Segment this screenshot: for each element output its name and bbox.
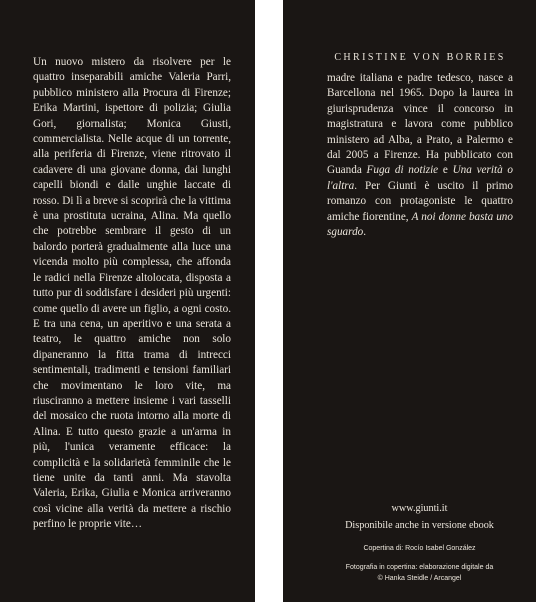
- author-bio: [327, 71, 513, 240]
- credits-spacer: [303, 554, 536, 562]
- book-title-fuga-di-notizie: Fuga di notizie: [366, 164, 439, 177]
- bio-text-3: . Per Giunti è uscito il primo romanzo con protagoniste le quattro amiche fiorentine,: [327, 179, 513, 223]
- synopsis-text: Un nuovo mistero da risolvere per le quattro inseparabili amiche Valeria Parri, pubblico ministero alla Procura di Firenze; Erika Martini, ispettore di polizia; Giulia Gori, giornalista; Monica Giusti, commercialista. Nelle acque di un torrente, alla periferia di Firenze, viene ritrovato il cadavere di una giovane donna, dai lunghi capelli biondi e dalle unghie laccate di rosso. Di lì a breve si scoprirà che la vittima è una prostituta ucraina, Alina. Ma quello che potrebbe sembrare il gesto di un balordo porterà gradualmente alla luce una vicenda molto più complessa, che affonda le radici nella Firenze altolocata, disposta a tutto pur di soddisfare i desideri più urgenti: come quello di avere un figlio, a ogni costo. E tra una cena, un aperitivo e una serata a teatro, le quattro amiche non solo dipaneranno la fitta trama di intrecci sentimentali, tradimenti e tensioni familiari che movimentano le loro vite, ma riusciranno a mettere insieme i vari tasselli del mosaico che ruota intorno alla morte di Alina. E tutto questo grazie a un'arma in più, l'unica veramente efficace: la complicità e la solidarietà femminile che le tiene unite da tanti anni. Ma stavolta Valeria, Erika, Giulia e Monica arriveranno così vicine alla verità da mettere a rischio perfino le proprie vite…: [33, 56, 231, 531]
- book-title-a-noi-donne: A noi donne basta uno sguardo: [327, 210, 513, 239]
- credits: [283, 543, 536, 584]
- bio-text-4: .: [363, 226, 367, 239]
- author-name: CHRISTINE VON BORRIES: [334, 52, 506, 63]
- bio-text-2: e: [438, 164, 453, 177]
- cover-credit: Copertina di: Rocío Isabel González: [363, 545, 476, 552]
- publisher-info: [283, 500, 536, 534]
- right-flap: [283, 0, 536, 602]
- photo-credit-line-2: © Hanka Steidle / Arcangel: [377, 575, 462, 582]
- ebook-note: Disponibile anche in versione ebook: [345, 520, 494, 531]
- left-flap: [0, 0, 255, 602]
- bio-text-1: madre italiana e padre tedesco, nasce a Barcellona nel 1965. Dopo la laurea in giurisprudenza vince il concorso in magistratura e lavora come pubblico ministero ad Alba, a Prato, a Palermo e dal 2005 a Firenze. Ha pubblicato con Guanda: [327, 72, 513, 177]
- photo-credit-line-1: Fotografia in copertina: elaborazione digitale da: [345, 564, 494, 571]
- website-link: www.giunti.it: [391, 503, 448, 514]
- book-title-una-verita: Una verità o l'altra: [327, 164, 513, 192]
